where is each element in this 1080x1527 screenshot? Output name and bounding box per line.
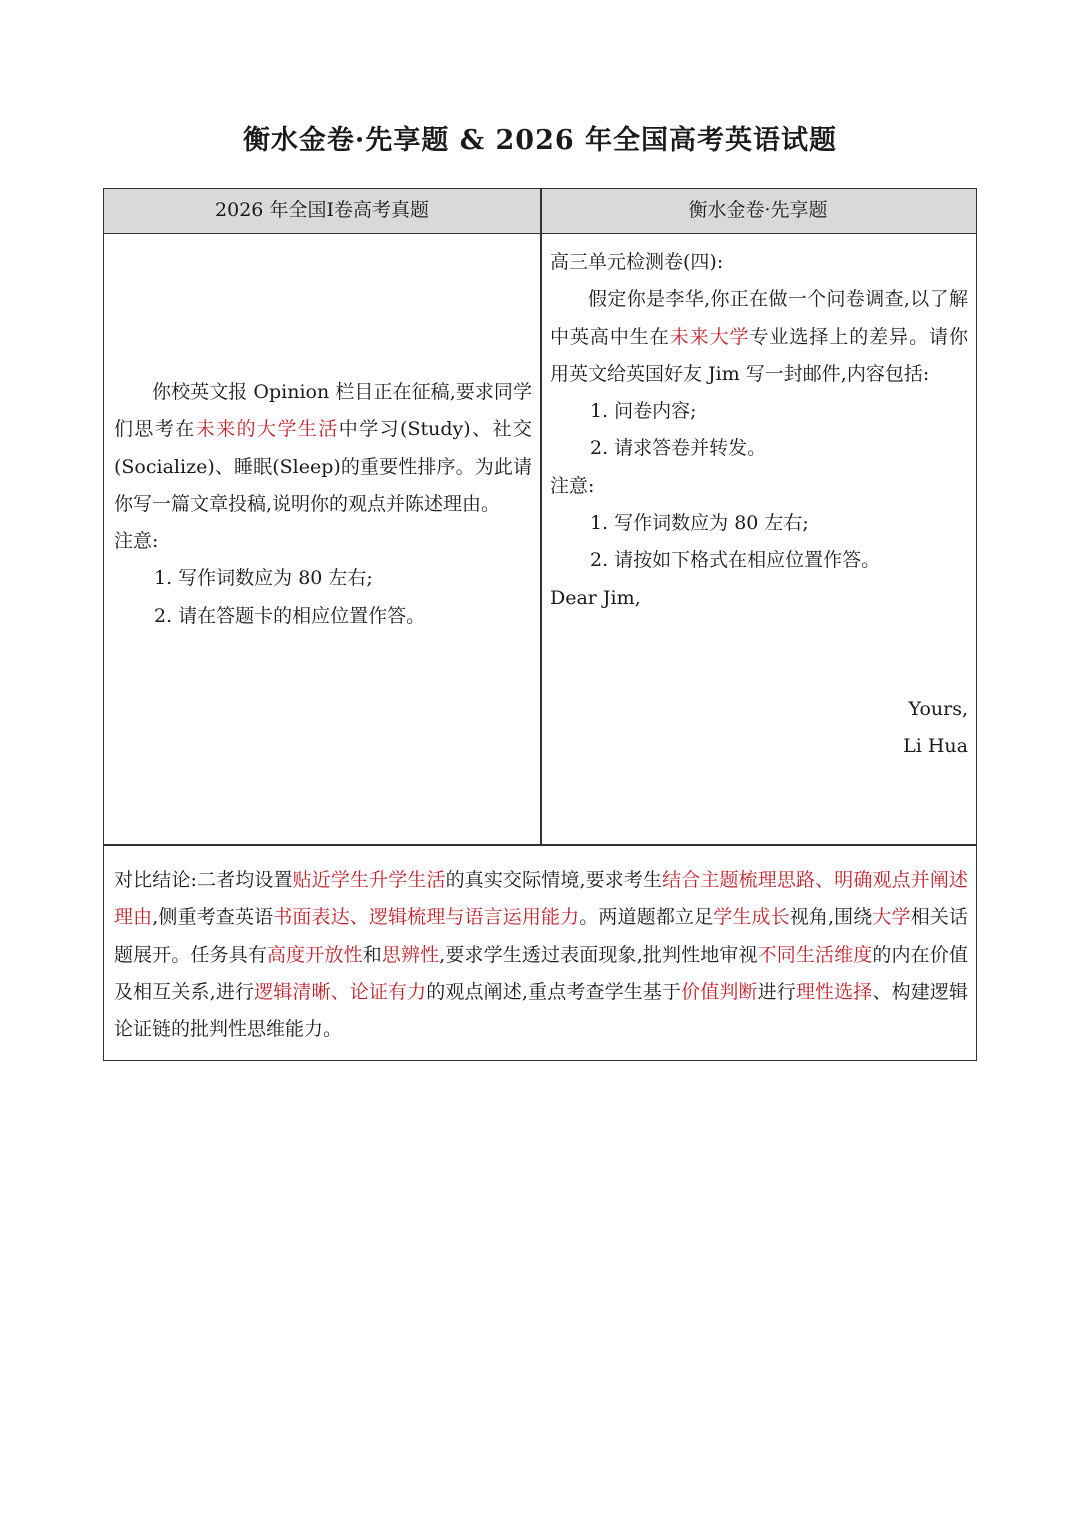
hengshui-note-2: 2. 请按如下格式在相应位置作答。 [590, 549, 881, 572]
gaokao-note-1: 1. 写作词数应为 80 左右; [154, 567, 373, 590]
highlighted-phrase: 大学 [872, 906, 911, 929]
text-segment: 的真实交际情境,要求考生 [445, 869, 663, 891]
highlighted-phrase: 高度开放性 [267, 943, 363, 966]
text-segment: 和 [362, 943, 382, 966]
text-segment: 专业选择上的差异。请你用英文给英国好友 Jim 写一封邮件,内容包括: [550, 325, 968, 385]
highlighted-phrase: 书面表达、逻辑梳理与语言运用能力 [273, 906, 580, 929]
text-segment: 的内在价值及相互关系,进行 [114, 943, 968, 1003]
gaokao-notes-label: 注意: [114, 530, 159, 553]
hengshui-question-cell [550, 244, 968, 766]
text-segment: ,侧重考查英语 [152, 906, 274, 929]
letter-salutation: Dear Jim, [550, 586, 641, 609]
text-segment: 你校英文报 Opinion 栏目正在征稿,要求同学们思考在 [114, 381, 532, 441]
hengshui-content-item-2: 2. 请求答卷并转发。 [590, 437, 767, 460]
text-segment: 中学习(Study)、社交(Socialize)、睡眠(Sleep)的重要性排序。为此请你写一篇文章投稿,说明你的观点并陈述理由。 [114, 418, 532, 515]
text-segment: 对比结论:二者均设置 [114, 869, 293, 891]
header-hengshui-paper: 衡水金卷·先享题 [688, 199, 828, 221]
text-segment: 视角,围绕 [789, 906, 873, 929]
text-segment: 、构建逻辑论证链的批判性思维能力。 [114, 980, 968, 1041]
gaokao-question-cell [114, 374, 532, 635]
text-segment: 假定你是李华,你正在做一个问卷调查,以了解中英高中生在 [550, 288, 968, 348]
gaokao-note-2: 2. 请在答题卡的相应位置作答。 [154, 604, 426, 627]
text-segment: 进行 [757, 980, 796, 1003]
hengshui-prompt [550, 281, 968, 393]
page-title: 衡水金卷·先享题 & 2026 年全国高考英语试题 [242, 125, 838, 156]
highlighted-phrase: 不同生活维度 [757, 943, 873, 966]
letter-signature: Li Hua [903, 735, 968, 758]
hengshui-content-item-1: 1. 问卷内容; [590, 400, 697, 423]
highlighted-phrase: 理性选择 [795, 980, 873, 1003]
text-segment: 。两道题都立足 [579, 906, 714, 929]
gaokao-prompt [114, 374, 532, 523]
hengshui-note-1: 1. 写作词数应为 80 左右; [590, 512, 809, 535]
text-segment: 相关话题展开。任务具有 [114, 906, 968, 966]
column-divider [540, 189, 542, 844]
row-divider [104, 844, 976, 846]
comparison-table [103, 188, 977, 1061]
highlighted-phrase: 结合主题梳理思路、明确观点并阐述理由 [114, 869, 968, 929]
highlighted-phrase: 思辨性 [381, 943, 440, 966]
text-segment: 的观点阐述,重点考查学生基于 [426, 980, 682, 1003]
highlighted-phrase: 逻辑清晰、论证有力 [254, 980, 427, 1003]
highlighted-phrase: 学生成长 [713, 906, 790, 929]
letter-closing: Yours, [908, 697, 968, 720]
highlighted-phrase: 贴近学生升学生活 [292, 869, 446, 891]
highlighted-phrase: 未来大学 [669, 325, 750, 348]
hengshui-notes-label: 注意: [550, 474, 595, 497]
letter-body-space [550, 617, 968, 691]
highlighted-phrase: 价值判断 [681, 980, 758, 1003]
highlighted-phrase: 未来的大学生活 [195, 418, 339, 441]
header-gaokao-real-exam: 2026 年全国Ⅰ卷高考真题 [215, 199, 429, 221]
text-segment: ,要求学生透过表面现象,批判性地审视 [439, 943, 758, 966]
hengshui-source: 高三单元检测卷(四): [550, 251, 724, 273]
comparison-conclusion [114, 862, 968, 1048]
